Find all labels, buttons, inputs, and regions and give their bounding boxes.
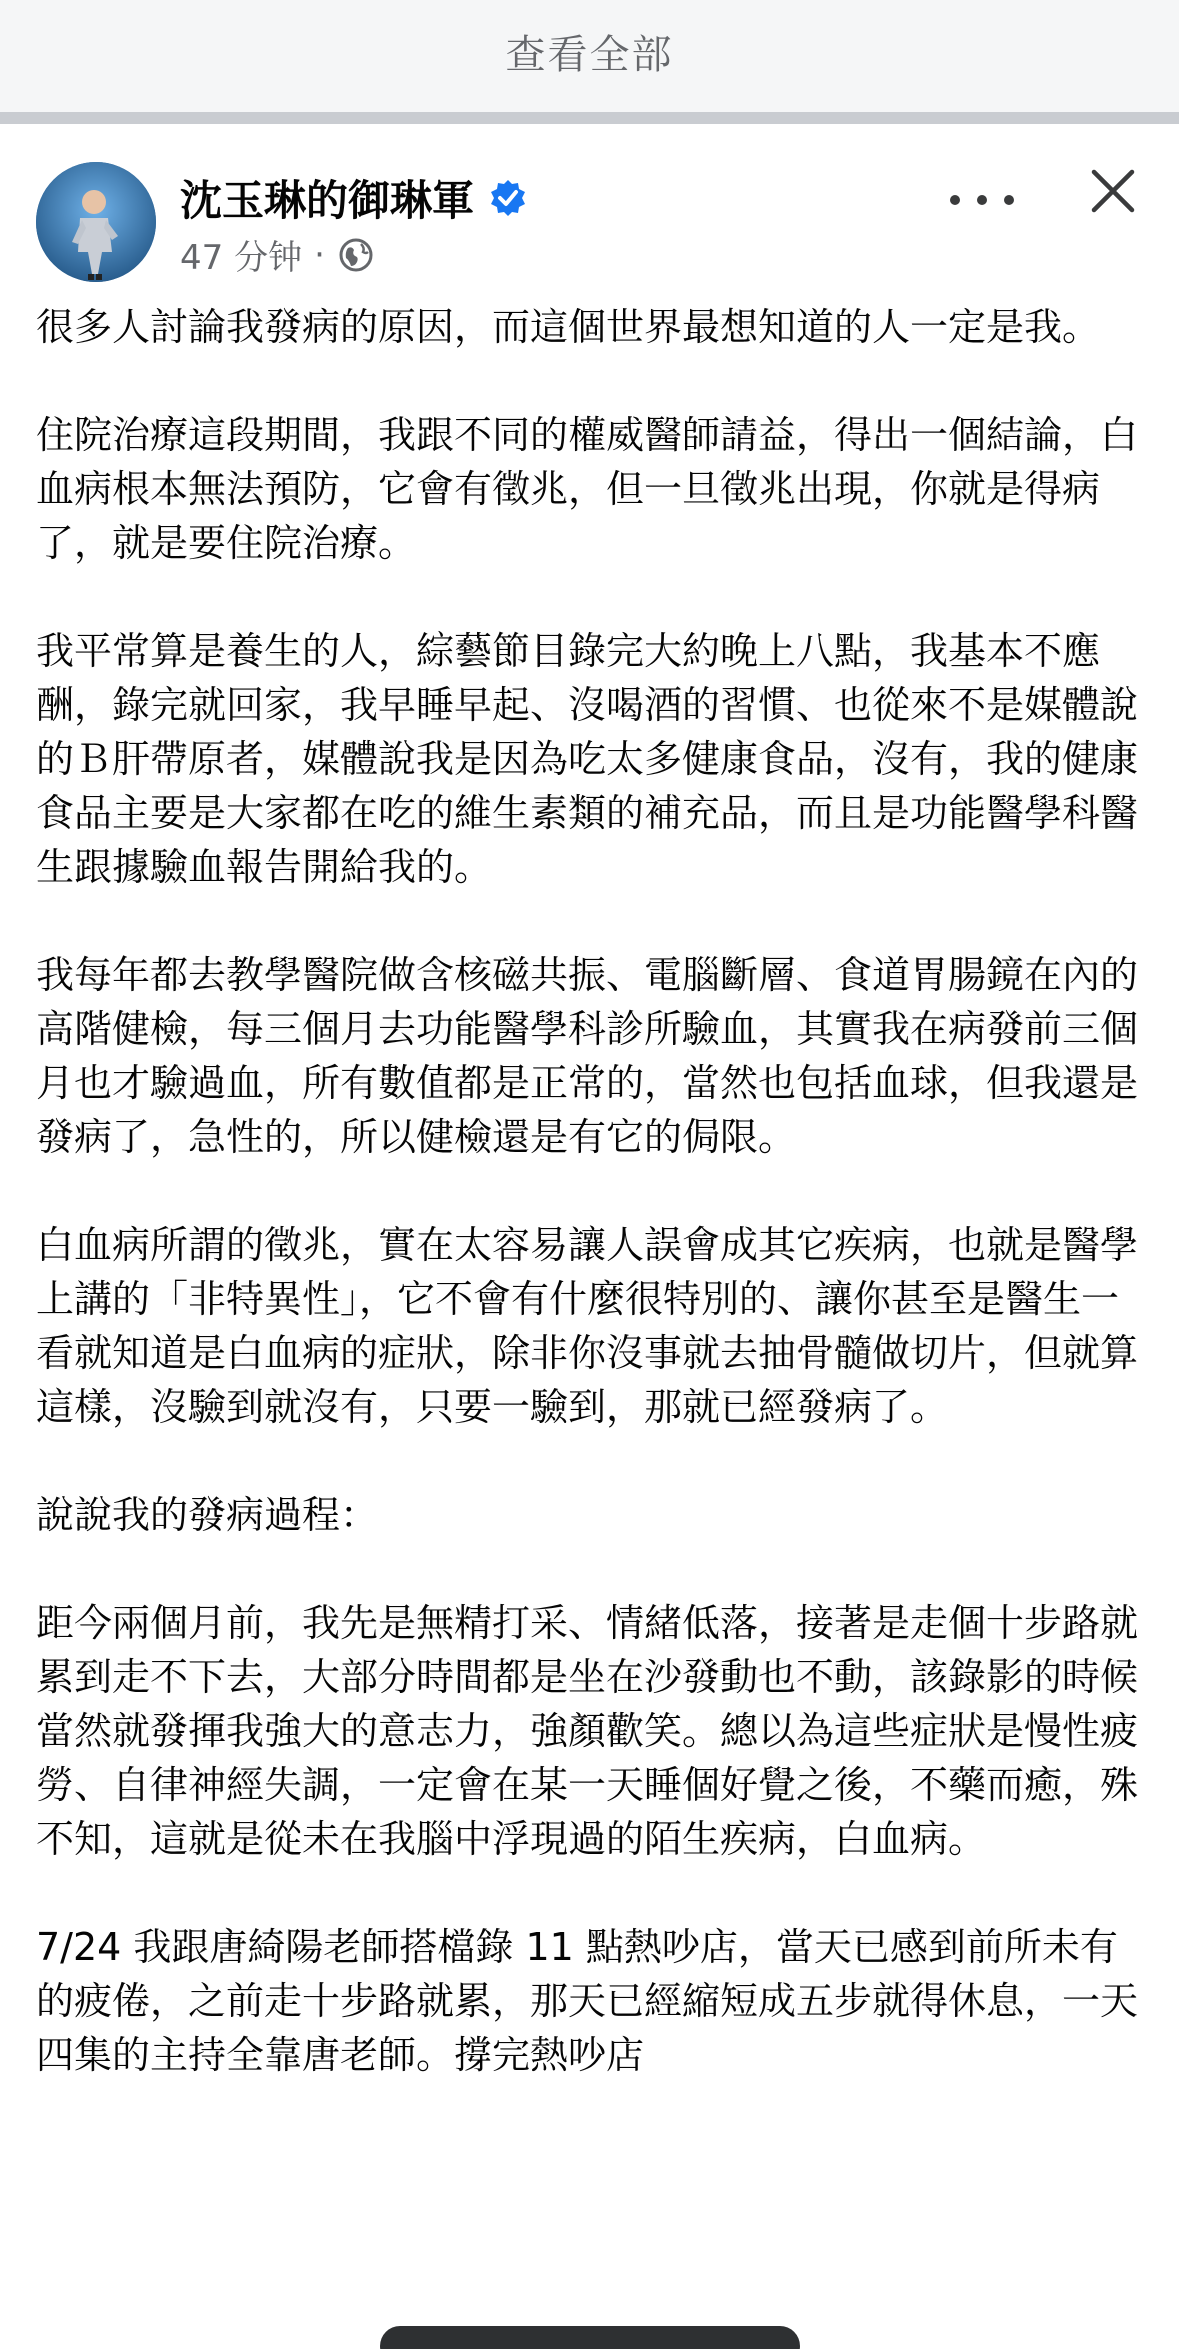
more-dot [1004, 195, 1014, 205]
view-all-bar[interactable] [0, 0, 1179, 112]
section-divider [0, 112, 1179, 124]
post-paragraph: 很多人討論我發病的原因，而這個世界最想知道的人一定是我。 [36, 305, 1101, 349]
avatar[interactable] [36, 162, 156, 282]
verified-badge-icon [488, 178, 528, 218]
more-dot [977, 195, 987, 205]
author-name[interactable]: 沈玉琳的御琳軍 [180, 176, 475, 225]
post-paragraph: 我每年都去教學醫院做含核磁共振、電腦斷層、食道胃腸鏡在內的高階健檢，每三個月去功能醫學科診所驗血，其實我在病發前三個月也才驗過血，所有數值都是正常的，當然也包括血球，但我還是發病了，急性的，所以健檢還是有它的侷限。 [36, 953, 1139, 1159]
post-header [0, 124, 1179, 294]
post-paragraph: 住院治療這段期間，我跟不同的權威醫師請益，得出一個結論，白血病根本無法預防，它會有徵兆，但一旦徵兆出現，你就是得病了，就是要住院治療。 [36, 413, 1139, 565]
globe-icon[interactable] [337, 236, 375, 274]
author-name-row [180, 168, 528, 228]
post-paragraph: 白血病所謂的徵兆，實在太容易讓人誤會成其它疾病，也就是醫學上講的「非特異性」，它不會有什麼很特別的、讓你甚至是醫生一看就知道是白血病的症狀，除非你沒事就去抽骨髓做切片，但就算這樣，沒驗到就沒有，只要一驗到，那就已經發病了。 [36, 1223, 1139, 1429]
post-time[interactable]: 47 分钟 [180, 238, 303, 278]
post-text [36, 300, 1146, 2136]
post-paragraph: 我平常算是養生的人，綜藝節目錄完大約晚上八點，我基本不應酬，錄完就回家，我早睡早起、沒喝酒的習慣、也從來不是媒體說的Ｂ肝帶原者，媒體說我是因為吃太多健康食品，沒有，我的健康食品主要是大家都在吃的維生素類的補充品，而且是功能醫學科醫生跟據驗血報告開給我的。 [36, 629, 1139, 889]
close-icon[interactable] [1086, 164, 1140, 218]
more-dot [950, 195, 960, 205]
avatar-image [36, 162, 156, 282]
post-paragraph: 距今兩個月前，我先是無精打采、情緒低落，接著是走個十步路就累到走不下去，大部分時間都是坐在沙發動也不動，該錄影的時候當然就發揮我強大的意志力，強顏歡笑。總以為這些症狀是慢性疲勞、自律神經失調，一定會在某一天睡個好覺之後，不藥而癒，殊不知，這就是從未在我腦中浮現過的陌生疾病，白血病。 [36, 1601, 1139, 1861]
post-paragraph: 7/24 我跟唐綺陽老師搭檔錄 11 點熱吵店，當天已感到前所未有的疲倦，之前走十步路就累，那天已經縮短成五步就得休息，一天四集的主持全靠唐老師。撐完熱吵店 [36, 1925, 1139, 2077]
more-options-icon[interactable] [950, 180, 1014, 220]
meta-separator: · [314, 234, 325, 275]
post-paragraph: 說說我的發病過程： [36, 1493, 379, 1537]
bottom-overlay [380, 2326, 800, 2349]
view-all-label[interactable]: 查看全部 [505, 31, 674, 78]
post-meta [180, 230, 375, 279]
